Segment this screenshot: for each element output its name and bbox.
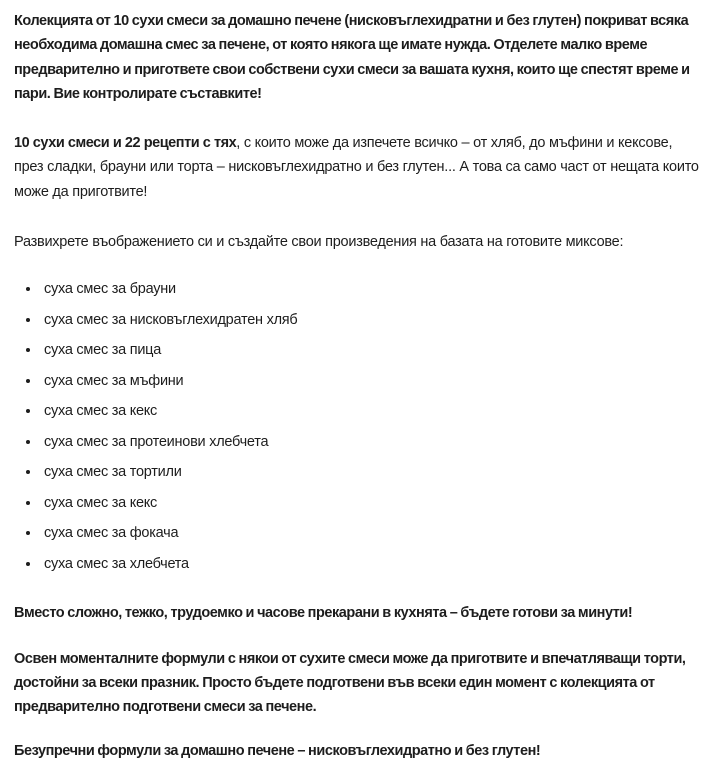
besides-paragraph: Освен моменталните формули с някои от сухите смеси може да приготвите и впечатляващи торти, достойни за всеки празник. Просто бъдете подготвени във всеки един момент с колекцията от предварително подготвени смеси за печене. — [14, 650, 686, 716]
list-item: • суха смес за хлебчета — [41, 549, 704, 580]
mix-list — [14, 274, 704, 579]
list-item: • суха смес за тортили — [41, 457, 704, 488]
recipes-paragraph-rest: , с които може да изпечете всичко – от хляб, до мъфини и кексове, през сладки, брауни или торта – нисковъглехидратно и без глутен... А това са само част от нещата които може да приготвите! — [14, 135, 699, 200]
imagination-paragraph: Развихрете въображението си и създайте свои произведения на базата на готовите миксове: — [14, 234, 624, 251]
intro-paragraph: Колекцията от 10 сухи смеси за домашно печене (нисковъглехидратни и без глутен) покриват всяка необходима домашна смес за печене, от която някога ще имате нужда. Отделете малко време предварително и пригответе свои собствени сухи смеси за вашата кухня, които ще спестят време и пари. Вие контролирате съставките! — [14, 13, 690, 102]
recipes-paragraph — [14, 131, 704, 204]
list-item: • суха смес за нисковъглехидратен хляб — [41, 305, 704, 336]
list-item: • суха смес за пица — [41, 335, 704, 366]
list-item: • суха смес за мъфини — [41, 366, 704, 397]
recipes-paragraph-bold-lead: 10 сухи смеси и 22 рецепти с тях — [14, 135, 237, 152]
closing-paragraph: Безупречни формули за домашно печене – нисковъглехидратно и без глутен! — [14, 742, 541, 759]
list-item: • суха смес за брауни — [41, 274, 704, 305]
list-item: • суха смес за кекс — [41, 488, 704, 519]
list-item: • суха смес за протеинови хлебчета — [41, 427, 704, 458]
product-description-document — [14, 9, 704, 763]
list-item: • суха смес за кекс — [41, 396, 704, 427]
instead-paragraph: Вместо сложно, тежко, трудоемко и часове прекарани в кухнята – бъдете готови за минути! — [14, 605, 633, 622]
list-item: • суха смес за фокача — [41, 518, 704, 549]
